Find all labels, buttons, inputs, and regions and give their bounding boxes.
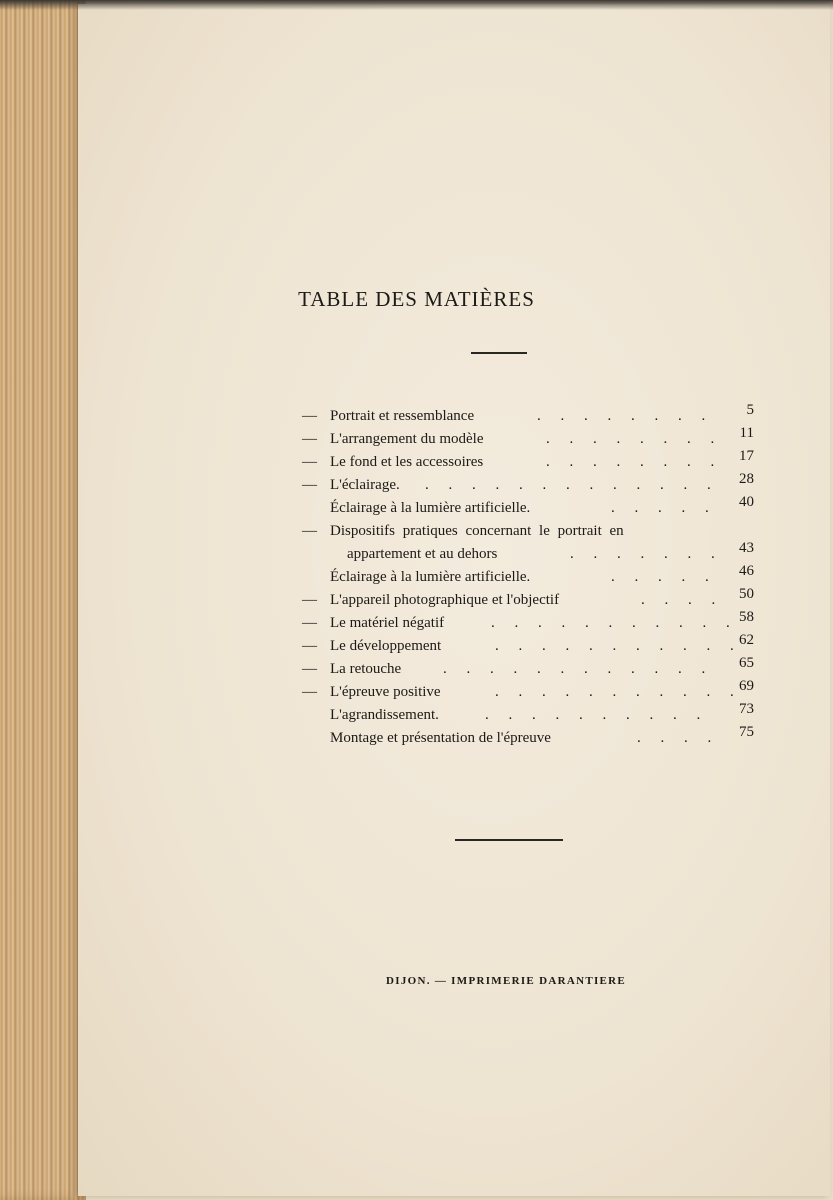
page-number: 5 xyxy=(746,402,754,418)
entry-title: La retouche xyxy=(330,661,402,677)
entry-title: appartement et au dehors xyxy=(347,546,498,562)
page-number: 43 xyxy=(739,540,754,556)
entry-dash: — xyxy=(302,408,317,424)
entry-title: Le fond et les accessoires xyxy=(330,454,484,470)
book-page-edges xyxy=(0,0,86,1200)
leader-dots: . . . . . . . . . . . xyxy=(495,684,742,700)
entry-dash: — xyxy=(302,431,317,447)
entry-title: L'éclairage. xyxy=(330,477,400,493)
entry-title: Dispositifs pratiques concernant le portrait en xyxy=(330,523,624,539)
leader-dots: . . . . xyxy=(641,592,724,608)
page-number: 69 xyxy=(739,678,754,694)
leader-dots: . . . . xyxy=(637,730,720,746)
entry-dash: — xyxy=(302,684,317,700)
page-number: 17 xyxy=(739,448,754,464)
page-title: TABLE DES MATIÈRES xyxy=(298,287,535,311)
page-number: 40 xyxy=(739,494,754,510)
leader-dots: . . . . . . . . xyxy=(546,431,723,447)
page-number: 62 xyxy=(739,632,754,648)
entry-title: Le développement xyxy=(330,638,442,654)
entry-title: Montage et présentation de l'épreuve xyxy=(330,730,551,746)
page-number: 73 xyxy=(739,701,754,717)
top-shadow xyxy=(0,0,833,10)
entry-dash: — xyxy=(302,661,317,677)
entry-dash: — xyxy=(302,454,317,470)
leader-dots: . . . . . . . . . . . . xyxy=(443,661,714,677)
page-number: 11 xyxy=(739,425,754,441)
entry-title: L'épreuve positive xyxy=(330,684,441,700)
entry-title: Le matériel négatif xyxy=(330,615,445,631)
leader-dots: . . . . . . . . . . xyxy=(485,707,709,723)
leader-dots: . . . . . . . . xyxy=(537,408,714,424)
entry-title: L'agrandissement. xyxy=(330,707,439,723)
leader-dots: . . . . . xyxy=(611,500,717,516)
page-number: 65 xyxy=(739,655,754,671)
entry-title: L'appareil photographique et l'objectif xyxy=(330,592,560,608)
page-number: 28 xyxy=(739,471,754,487)
leader-dots: . . . . . xyxy=(611,569,717,585)
title-rule xyxy=(471,352,527,354)
page-number: 50 xyxy=(739,586,754,602)
leader-dots: . . . . . . . . . . . xyxy=(491,615,738,631)
leader-dots: . . . . . . . . . . . . . xyxy=(425,477,719,493)
leader-dots: . . . . . . . . xyxy=(546,454,723,470)
entry-title: Éclairage à la lumière artificielle. xyxy=(330,569,531,585)
page-number: 75 xyxy=(739,724,754,740)
page-number: 58 xyxy=(739,609,754,625)
entry-dash: — xyxy=(302,638,317,654)
closing-rule xyxy=(455,839,563,841)
entry-dash: — xyxy=(302,615,317,631)
printer-imprint: DIJON. — IMPRIMERIE DARANTIERE xyxy=(386,975,627,987)
entry-dash: — xyxy=(302,592,317,608)
entry-dash: — xyxy=(302,477,317,493)
entry-title: Portrait et ressemblance xyxy=(330,408,475,424)
leader-dots: . . . . . . . xyxy=(570,546,723,562)
entry-dash: — xyxy=(302,523,317,539)
leader-dots: . . . . . . . . . . . xyxy=(495,638,742,654)
page-number: 46 xyxy=(739,563,754,579)
entry-title: Éclairage à la lumière artificielle. xyxy=(330,500,531,516)
entry-title: L'arrangement du modèle xyxy=(330,431,484,447)
